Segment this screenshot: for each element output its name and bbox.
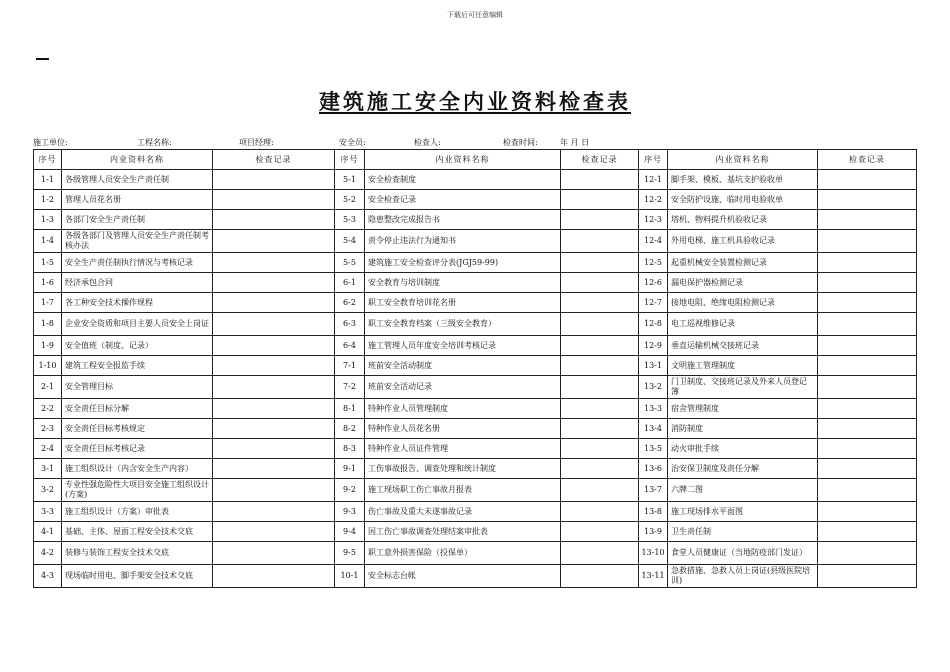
item-name: 安全生产责任制执行情况与考核记录 <box>62 253 213 273</box>
info-date: 年 月 日 <box>560 138 590 147</box>
inspection-record-cell[interactable] <box>561 479 639 502</box>
item-name: 职工意外损害保险（投保单） <box>365 542 561 565</box>
item-name: 因工伤亡事故调查处理结案审批表 <box>365 522 561 542</box>
inspection-record-cell[interactable] <box>213 293 335 313</box>
item-number: 13-3 <box>639 399 668 419</box>
inspection-record-cell[interactable] <box>213 439 335 459</box>
item-number: 13-11 <box>639 565 668 588</box>
inspection-record-cell[interactable] <box>213 313 335 336</box>
item-number: 12-9 <box>639 336 668 356</box>
item-name: 责令停止违法行为通知书 <box>365 230 561 253</box>
item-number: 2-4 <box>34 439 62 459</box>
item-number: 6-2 <box>335 293 365 313</box>
item-name: 专业性强危险性大项目安全施工组织设计(方案) <box>62 479 213 502</box>
item-number: 12-2 <box>639 190 668 210</box>
inspection-record-cell[interactable] <box>818 253 917 273</box>
inspection-record-cell[interactable] <box>213 210 335 230</box>
item-name: 基础、主体、屋面工程安全技术交底 <box>62 522 213 542</box>
item-number: 13-9 <box>639 522 668 542</box>
item-name: 安全值班（制度、记录） <box>62 336 213 356</box>
header-no: 序号 <box>335 150 365 170</box>
item-number: 3-3 <box>34 502 62 522</box>
inspection-record-cell[interactable] <box>818 542 917 565</box>
item-name: 安全责任目标分解 <box>62 399 213 419</box>
inspection-record-cell[interactable] <box>818 336 917 356</box>
header-item: 内业资料名称 <box>62 150 213 170</box>
item-name: 班前安全活动制度 <box>365 356 561 376</box>
item-name: 各部门安全生产责任制 <box>62 210 213 230</box>
item-name: 建筑施工安全检查评分表(JGJ59-99) <box>365 253 561 273</box>
inspection-record-cell[interactable] <box>561 459 639 479</box>
table-row <box>34 273 917 293</box>
table-row <box>34 419 917 439</box>
item-name: 工伤事故报告、调查处理和统计制度 <box>365 459 561 479</box>
item-name: 安全检查记录 <box>365 190 561 210</box>
inspection-record-cell[interactable] <box>818 170 917 190</box>
item-number: 13-6 <box>639 459 668 479</box>
item-number: 13-8 <box>639 502 668 522</box>
item-name: 管理人员花名册 <box>62 190 213 210</box>
item-number: 1-7 <box>34 293 62 313</box>
inspection-record-cell[interactable] <box>213 399 335 419</box>
checklist-table <box>33 149 917 588</box>
item-number: 13-5 <box>639 439 668 459</box>
item-number: 1-5 <box>34 253 62 273</box>
item-name: 经济承包合同 <box>62 273 213 293</box>
inspection-record-cell[interactable] <box>561 190 639 210</box>
inspection-record-cell[interactable] <box>561 253 639 273</box>
header-note: 下载后可任意编辑 <box>447 11 503 19</box>
inspection-record-cell[interactable] <box>213 522 335 542</box>
item-number: 9-5 <box>335 542 365 565</box>
item-name: 装修与装饰工程安全技术交底 <box>62 542 213 565</box>
inspection-record-cell[interactable] <box>818 419 917 439</box>
item-name: 职工安全教育培训花名册 <box>365 293 561 313</box>
table-row <box>34 542 917 565</box>
header-record: 检查记录 <box>213 150 335 170</box>
item-number: 7-1 <box>335 356 365 376</box>
item-name: 施工现场职工伤亡事故月报表 <box>365 479 561 502</box>
info-inspector: 检查人: <box>414 138 441 147</box>
item-name: 安全管理目标 <box>62 376 213 399</box>
item-number: 9-1 <box>335 459 365 479</box>
inspection-record-cell[interactable] <box>818 356 917 376</box>
item-name: 脚手架、模板、基坑支护验收单 <box>668 170 818 190</box>
inspection-record-cell[interactable] <box>213 502 335 522</box>
table-row <box>34 565 917 588</box>
item-number: 12-1 <box>639 170 668 190</box>
inspection-record-cell[interactable] <box>818 565 917 588</box>
item-name: 宿舍管理制度 <box>668 399 818 419</box>
table-row <box>34 293 917 313</box>
info-inspection-time: 检查时间: <box>503 138 538 147</box>
item-name: 门卫制度、交接班记录及外来人员登记簿 <box>668 376 818 399</box>
inspection-record-cell[interactable] <box>213 542 335 565</box>
item-name: 接地电阻、绝缘电阻检测记录 <box>668 293 818 313</box>
item-name: 企业安全资质和项目主要人员安全上岗证 <box>62 313 213 336</box>
inspection-record-cell[interactable] <box>818 190 917 210</box>
inspection-record-cell[interactable] <box>213 479 335 502</box>
header-no: 序号 <box>639 150 668 170</box>
inspection-record-cell[interactable] <box>561 230 639 253</box>
item-name: 施工管理人员年度安全培训考核记录 <box>365 336 561 356</box>
inspection-record-cell[interactable] <box>561 439 639 459</box>
item-number: 1-9 <box>34 336 62 356</box>
table-body <box>34 170 917 588</box>
item-name: 现场临时用电、脚手架安全技术交底 <box>62 565 213 588</box>
item-number: 9-4 <box>335 522 365 542</box>
table-row <box>34 479 917 502</box>
inspection-record-cell[interactable] <box>561 170 639 190</box>
item-number: 4-2 <box>34 542 62 565</box>
item-name: 伤亡事故及重大未遂事故记录 <box>365 502 561 522</box>
item-name: 各级管理人员安全生产责任制 <box>62 170 213 190</box>
table-row <box>34 210 917 230</box>
item-number: 6-3 <box>335 313 365 336</box>
inspection-record-cell[interactable] <box>561 376 639 399</box>
item-name: 班前安全活动记录 <box>365 376 561 399</box>
item-number: 1-2 <box>34 190 62 210</box>
inspection-record-cell[interactable] <box>561 542 639 565</box>
table-header-row <box>34 150 917 170</box>
inspection-record-cell[interactable] <box>561 565 639 588</box>
item-number: 5-4 <box>335 230 365 253</box>
item-name: 垂直运输机械交接班记录 <box>668 336 818 356</box>
item-name: 安全标志台帐 <box>365 565 561 588</box>
item-number: 4-3 <box>34 565 62 588</box>
item-name: 治安保卫制度及责任分解 <box>668 459 818 479</box>
inspection-record-cell[interactable] <box>561 273 639 293</box>
item-name: 施工现场排水平面图 <box>668 502 818 522</box>
item-number: 9-3 <box>335 502 365 522</box>
item-number: 2-3 <box>34 419 62 439</box>
inspection-record-cell[interactable] <box>561 356 639 376</box>
table-row <box>34 439 917 459</box>
inspection-record-cell[interactable] <box>213 253 335 273</box>
item-number: 1-3 <box>34 210 62 230</box>
item-name: 安全检查制度 <box>365 170 561 190</box>
inspection-record-cell[interactable] <box>818 273 917 293</box>
inspection-record-cell[interactable] <box>561 293 639 313</box>
inspection-record-cell[interactable] <box>818 313 917 336</box>
header-record: 检查记录 <box>818 150 917 170</box>
dash-mark <box>36 58 49 60</box>
item-name: 隐患整改完成报告书 <box>365 210 561 230</box>
info-row <box>33 137 917 149</box>
item-number: 5-3 <box>335 210 365 230</box>
item-number: 5-1 <box>335 170 365 190</box>
table-row <box>34 170 917 190</box>
inspection-record-cell[interactable] <box>561 336 639 356</box>
item-number: 6-4 <box>335 336 365 356</box>
item-number: 8-1 <box>335 399 365 419</box>
inspection-record-cell[interactable] <box>818 293 917 313</box>
item-name: 特种作业人员管理制度 <box>365 399 561 419</box>
table-row <box>34 502 917 522</box>
item-number: 7-2 <box>335 376 365 399</box>
table-row <box>34 356 917 376</box>
header-item: 内业资料名称 <box>668 150 818 170</box>
item-name: 施工组织设计（内含安全生产内容） <box>62 459 213 479</box>
inspection-record-cell[interactable] <box>818 210 917 230</box>
item-name: 文明施工管理制度 <box>668 356 818 376</box>
item-name: 食堂人员健康证（当地防疫部门发证） <box>668 542 818 565</box>
inspection-record-cell[interactable] <box>213 459 335 479</box>
inspection-record-cell[interactable] <box>213 190 335 210</box>
inspection-record-cell[interactable] <box>561 313 639 336</box>
inspection-record-cell[interactable] <box>213 356 335 376</box>
info-project-manager: 项目经理: <box>239 138 274 147</box>
item-name: 六牌二图 <box>668 479 818 502</box>
inspection-record-cell[interactable] <box>561 522 639 542</box>
table-row <box>34 376 917 399</box>
inspection-record-cell[interactable] <box>213 273 335 293</box>
inspection-record-cell[interactable] <box>561 502 639 522</box>
item-number: 13-1 <box>639 356 668 376</box>
table-row <box>34 336 917 356</box>
item-name: 卫生责任制 <box>668 522 818 542</box>
inspection-record-cell[interactable] <box>213 565 335 588</box>
header-no: 序号 <box>34 150 62 170</box>
item-number: 1-1 <box>34 170 62 190</box>
item-number: 10-1 <box>335 565 365 588</box>
header-record: 检查记录 <box>561 150 639 170</box>
item-number: 13-7 <box>639 479 668 502</box>
item-number: 1-6 <box>34 273 62 293</box>
inspection-record-cell[interactable] <box>818 439 917 459</box>
item-name: 安全责任目标考核记录 <box>62 439 213 459</box>
info-construction-unit: 施工单位: <box>33 138 68 147</box>
table-row <box>34 313 917 336</box>
item-name: 施工组织设计（方案）审批表 <box>62 502 213 522</box>
item-number: 6-1 <box>335 273 365 293</box>
header-item: 内业资料名称 <box>365 150 561 170</box>
item-name: 各级各部门及管理人员安全生产责任制考核办法 <box>62 230 213 253</box>
table-row <box>34 230 917 253</box>
item-number: 2-1 <box>34 376 62 399</box>
table-row <box>34 253 917 273</box>
item-name: 电工巡视维修记录 <box>668 313 818 336</box>
inspection-record-cell[interactable] <box>818 399 917 419</box>
item-number: 12-7 <box>639 293 668 313</box>
inspection-record-cell[interactable] <box>561 210 639 230</box>
inspection-record-cell[interactable] <box>818 230 917 253</box>
item-number: 9-2 <box>335 479 365 502</box>
item-name: 建筑工程安全报监手续 <box>62 356 213 376</box>
table-row <box>34 190 917 210</box>
item-number: 4-1 <box>34 522 62 542</box>
inspection-record-cell[interactable] <box>818 502 917 522</box>
item-name: 安全责任目标考核规定 <box>62 419 213 439</box>
inspection-record-cell[interactable] <box>213 336 335 356</box>
inspection-record-cell[interactable] <box>818 376 917 399</box>
item-number: 8-2 <box>335 419 365 439</box>
item-name: 安全教育与培训制度 <box>365 273 561 293</box>
title-text: 建筑施工安全内业资料检查表 <box>319 89 631 114</box>
item-number: 1-8 <box>34 313 62 336</box>
item-number: 12-4 <box>639 230 668 253</box>
item-number: 12-8 <box>639 313 668 336</box>
item-number: 5-2 <box>335 190 365 210</box>
item-number: 1-4 <box>34 230 62 253</box>
item-number: 13-4 <box>639 419 668 439</box>
item-name: 消防制度 <box>668 419 818 439</box>
inspection-record-cell[interactable] <box>818 522 917 542</box>
inspection-record-cell[interactable] <box>213 170 335 190</box>
inspection-record-cell[interactable] <box>561 399 639 419</box>
item-name: 动火审批手续 <box>668 439 818 459</box>
item-number: 13-10 <box>639 542 668 565</box>
item-number: 8-3 <box>335 439 365 459</box>
inspection-record-cell[interactable] <box>561 419 639 439</box>
item-name: 安全防护设施、临时用电验收单 <box>668 190 818 210</box>
item-name: 外用电梯、施工机具验收记录 <box>668 230 818 253</box>
item-name: 特种作业人员证件管理 <box>365 439 561 459</box>
info-project-name: 工程名称: <box>137 138 172 147</box>
item-name: 起重机械安全装置检测记录 <box>668 253 818 273</box>
table-row <box>34 459 917 479</box>
item-name: 塔机、物料提升机验收记录 <box>668 210 818 230</box>
item-number: 1-10 <box>34 356 62 376</box>
item-number: 12-6 <box>639 273 668 293</box>
item-name: 职工安全教育档案（三级安全教育） <box>365 313 561 336</box>
table-row <box>34 522 917 542</box>
inspection-record-cell[interactable] <box>818 479 917 502</box>
item-number: 13-2 <box>639 376 668 399</box>
inspection-record-cell[interactable] <box>213 230 335 253</box>
item-number: 3-1 <box>34 459 62 479</box>
item-name: 特种作业人员花名册 <box>365 419 561 439</box>
inspection-record-cell[interactable] <box>213 419 335 439</box>
item-name: 漏电保护器检测记录 <box>668 273 818 293</box>
page-title <box>0 86 950 116</box>
item-number: 12-5 <box>639 253 668 273</box>
item-number: 12-3 <box>639 210 668 230</box>
item-number: 2-2 <box>34 399 62 419</box>
info-safety-officer: 安全员: <box>339 138 366 147</box>
inspection-record-cell[interactable] <box>818 459 917 479</box>
item-number: 5-5 <box>335 253 365 273</box>
table-row <box>34 399 917 419</box>
inspection-record-cell[interactable] <box>213 376 335 399</box>
item-name: 急救措施、急救人员上岗证(县级医院培训) <box>668 565 818 588</box>
item-name: 各工种安全技术操作规程 <box>62 293 213 313</box>
item-number: 3-2 <box>34 479 62 502</box>
